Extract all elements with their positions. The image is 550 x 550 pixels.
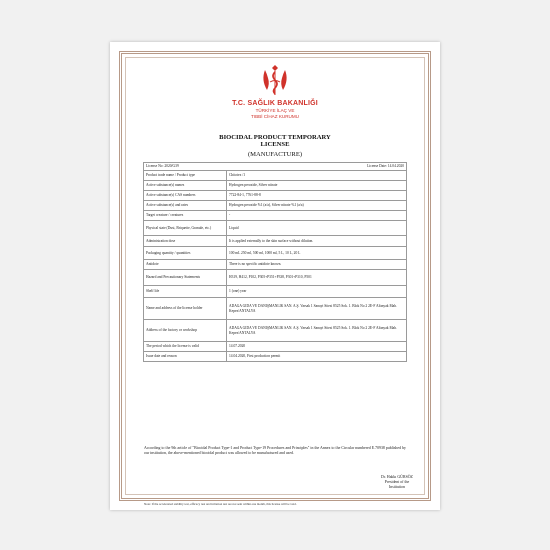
row-value: Liquid [227, 221, 407, 236]
table-row [144, 320, 407, 342]
row-value: There is no specific antidote known. [227, 260, 407, 270]
row-label: Administration dose [144, 236, 227, 247]
table-row [144, 236, 407, 247]
table-row [144, 221, 407, 236]
row-value: - [227, 211, 407, 221]
document-title: BIOCIDAL PRODUCT TEMPORARY [219, 134, 331, 141]
row-label: Active substance(s) and rates [144, 201, 227, 211]
license-document [110, 42, 440, 510]
row-label: Packaging quantity / quantities [144, 247, 227, 260]
signatory-title-2: Institution [389, 485, 405, 490]
table-row [144, 260, 407, 270]
document-title-2: LICENSE [260, 141, 290, 148]
row-value: Hydrogen peroxide, Silver nitrate [227, 181, 407, 191]
signatory-title: President of the [384, 480, 410, 485]
row-label: Shelf life [144, 286, 227, 298]
row-label: Hazard and Precautionary Statements [144, 270, 227, 286]
table-row [144, 342, 407, 352]
license-table [143, 162, 407, 362]
table-row [144, 270, 407, 286]
row-value: Hydrogen peroxide %1 (a/a), Silver nitrate %1 (a/a) [227, 201, 407, 211]
row-value: 14.07.2020 [227, 342, 407, 352]
row-label: Active substance(s) names [144, 181, 227, 191]
table-row [144, 352, 407, 362]
table-row [144, 191, 407, 201]
document-subtitle: (MANUFACTURE) [247, 151, 303, 158]
row-value: It is applied externally to the skin surface without dilution. [227, 236, 407, 247]
org-subname-1: TÜRKİYE İLAÇ VE [255, 108, 295, 113]
table-row [144, 298, 407, 320]
row-label: Name and address of the license holder [144, 298, 227, 320]
table-row [144, 201, 407, 211]
row-value: ADAGA GIDA VE DANIŞMANLIK SAN. A.Ş. Varsak 1 Sanayi Sitesi 8525 Sok. 1. Blok No 2 2E-F Altınyak Mah. Kepez/ANTALYA [227, 320, 407, 342]
approval-paragraph: According to the 9th article of "Biocidal Product Type-1 and Product Type-19 Procedures and Principles" in the Annex to the Circular numbered E.70938 published by our institution, the above-mentioned biocidal product was allowed to be manufactured and used. [144, 446, 406, 456]
table-row [144, 181, 407, 191]
signature-block [372, 475, 422, 490]
row-label: Physical state (Dust, Briquette, Granule, etc.) [144, 221, 227, 236]
row-value: 100 mL 250 ml, 500 ml, 1000 ml, 5 L, 10 L, 20 L [227, 247, 407, 260]
row-value: ADAGA GIDA VE DANIŞMANLIK SAN. A.Ş. Varsak 1 Sanayi Sitesi 8525 Sok. 1. Blok No 2 2E-F Altınyak Mah. Kepez/ANTALYA [227, 298, 407, 320]
row-label: Active substance(s) CAS numbers [144, 191, 227, 201]
row-value: H319, H412, P102, P305+P351+P338, P301+P310, P501 [227, 270, 407, 286]
row-label: Product trade name / Product type [144, 171, 227, 181]
row-label: Issue date and reason [144, 352, 227, 362]
table-row [144, 171, 407, 181]
org-name: T.C. SAĞLIK BAKANLIĞI [232, 100, 318, 107]
table-row [144, 247, 407, 260]
license-header-row [144, 163, 407, 171]
org-subname-2: TIBBİ CİHAZ KURUMU [251, 114, 299, 119]
license-date: License Date: 14.04.2020 [367, 164, 404, 169]
footnote: Note: If the accelerated stability test, efficacy test and irritation test are not sent within one month, this license will be void. [144, 502, 297, 506]
table-row [144, 286, 407, 298]
row-label: Antidote [144, 260, 227, 270]
row-label: The period which the license is valid [144, 342, 227, 352]
row-label: Target creature / creatures [144, 211, 227, 221]
row-value: 7722-84-1, 7761-88-8 [227, 191, 407, 201]
table-row [144, 211, 407, 221]
license-number: License No: 2020/G39 [146, 164, 179, 169]
row-value: 1 (one) year [227, 286, 407, 298]
row-label: Address of the factory or workshop [144, 320, 227, 342]
ministry-of-health-emblem-icon [257, 62, 293, 96]
row-value: 14.04.2020, First production permit [227, 352, 407, 362]
signatory-name: Dr. Hakkı GÜRSÖZ [381, 475, 413, 479]
row-value: Chitotex /1 [227, 171, 407, 181]
